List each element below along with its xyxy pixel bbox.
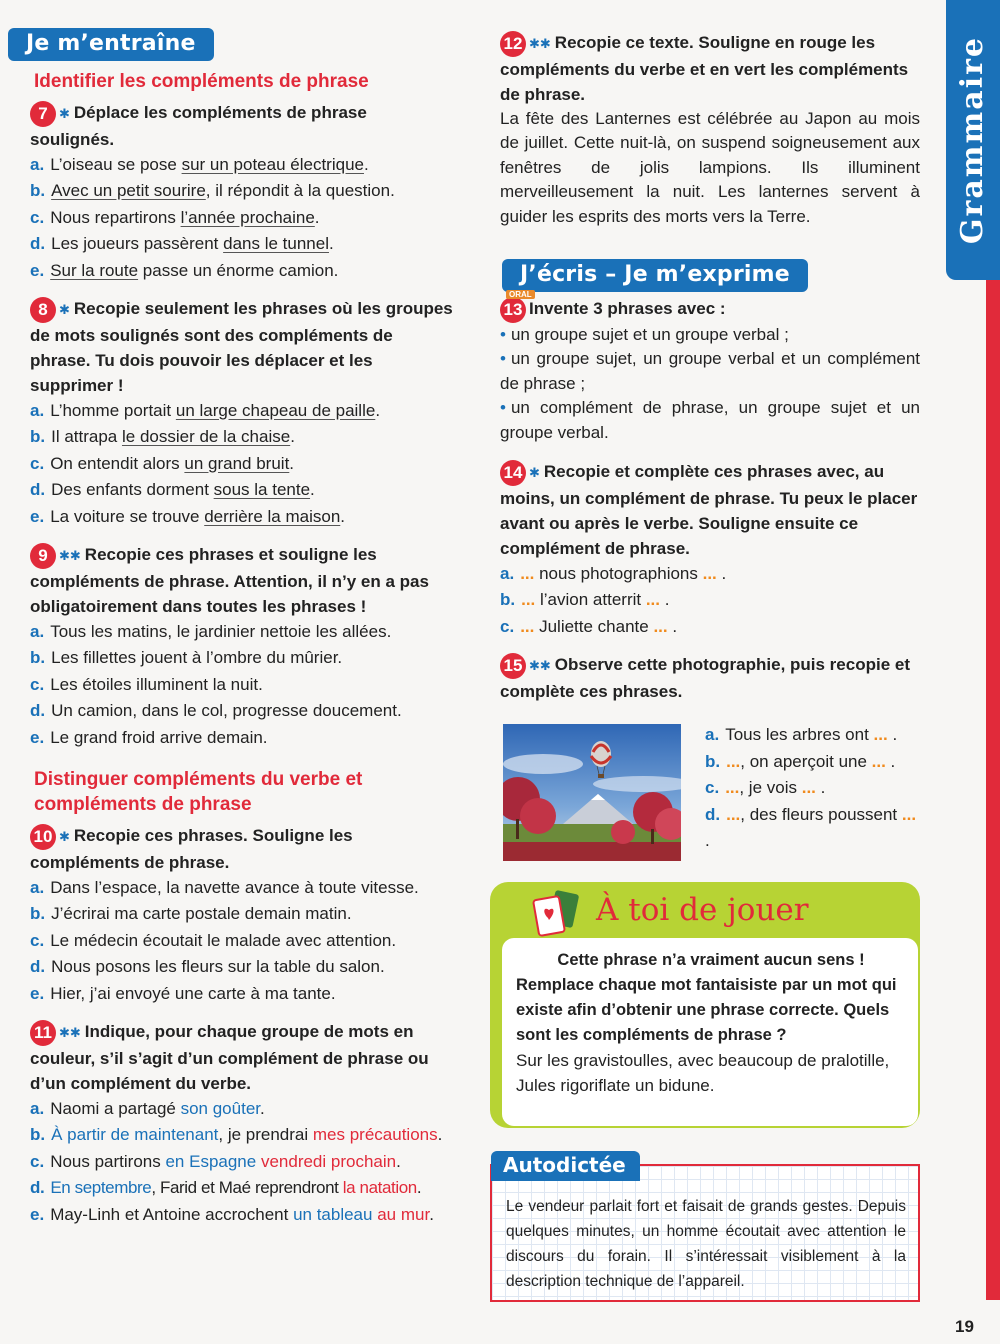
item-text: .	[716, 563, 727, 583]
item-label: d.	[30, 480, 46, 500]
item-label: e.	[30, 727, 45, 747]
blank-dots: ...	[645, 590, 660, 610]
list-item	[30, 258, 455, 285]
autodictee-label: Autodictée	[491, 1151, 640, 1181]
list-item	[705, 749, 920, 776]
exercise-number: 8	[30, 297, 56, 323]
list-item	[30, 901, 455, 928]
section-title-identify: Identifier les compléments de phrase	[34, 71, 369, 92]
blank-dots: ...	[702, 563, 717, 583]
blank-dots: ...	[521, 590, 536, 610]
underlined-group: un large chapeau de paille	[175, 400, 376, 420]
exercise-14	[500, 459, 920, 640]
exercise-15	[500, 652, 920, 704]
item-text: L’oiseau se pose	[50, 154, 182, 174]
page-edge-stripe	[986, 280, 1000, 1300]
list-item	[705, 802, 920, 855]
item-text: .	[887, 725, 898, 744]
exercise-number: 11	[30, 1020, 56, 1046]
list-item: d. En septembre, Farid et Maé reprendront la natation.	[30, 1178, 422, 1198]
landscape-photo	[503, 724, 681, 861]
item-label: d.	[30, 234, 46, 254]
underlined-group: Avec un petit sourire	[51, 181, 206, 201]
item-label: e.	[30, 260, 45, 280]
list-item	[30, 954, 455, 981]
underlined-group: l’année prochaine	[180, 207, 315, 227]
item-text: .	[667, 616, 678, 636]
exercise-11	[30, 1019, 455, 1228]
exercise-number: 9	[30, 543, 56, 569]
list-item: e. May-Linh et Antoine accrochent un tableau au mur.	[30, 1204, 434, 1224]
game-title: À toi de jouer	[596, 892, 809, 928]
item-text: Tous les matins, le jardinier nettoie les allées.	[50, 621, 392, 641]
item-text: Hier, j’ai envoyé une carte à ma tante.	[50, 983, 336, 1003]
underlined-group: derrière la maison	[204, 506, 341, 526]
item-text: , il répondit à la question.	[205, 181, 395, 201]
item-label: d.	[30, 957, 46, 977]
exercise-number: 10	[30, 824, 56, 850]
item-text: .	[885, 751, 896, 771]
item-text: l’avion atterrit	[535, 590, 646, 610]
blank-dots: ...	[726, 751, 741, 771]
exercise-12	[500, 30, 920, 229]
difficulty-stars-icon: ✱✱	[59, 548, 81, 564]
exercise-10	[30, 823, 455, 1007]
underlined-group: Sur la route	[50, 260, 139, 280]
list-item	[30, 672, 455, 699]
item-text: On entendit alors	[50, 453, 185, 473]
game-instruction-1: Cette phrase n’a vraiment aucun sens !	[557, 951, 865, 969]
list-item	[30, 981, 455, 1008]
item-label: b.	[30, 904, 46, 924]
exercise-instruction: Recopie ces phrases. Souligne les compléments de phrase.	[30, 826, 353, 872]
item-text: Nous repartirons	[50, 207, 181, 227]
item-label: a.	[500, 563, 515, 583]
section-title-distinguish: Distinguer compléments du verbe et compléments de phrase	[34, 769, 363, 816]
item-text: .	[290, 427, 295, 447]
list-item	[705, 722, 920, 749]
list-item: b. À partir de maintenant, je prendrai mes précautions.	[30, 1125, 443, 1145]
item-text: .	[289, 453, 295, 473]
exercise-8	[30, 296, 455, 530]
exercise-number: 7	[30, 101, 56, 127]
item-text: .	[328, 234, 334, 254]
game-instruction-2: Remplace chaque mot fantaisiste par un mot qui existe afin d’obtenir une phrase correcte. Quels sont les compléments de phrase ?	[516, 976, 897, 1044]
difficulty-stars-icon: ✱✱	[529, 36, 551, 52]
list-item	[30, 725, 455, 752]
item-label: a.	[30, 877, 45, 897]
item-text: .	[705, 831, 710, 850]
blank-dots: ...	[726, 804, 741, 824]
item-text: , je vois	[739, 778, 802, 797]
blank-dots: ...	[871, 751, 886, 771]
list-item	[30, 928, 455, 955]
item-label: b.	[30, 648, 46, 668]
list-item	[30, 152, 455, 179]
blank-dots: ...	[520, 616, 535, 636]
underlined-group: dans le tunnel	[223, 234, 329, 254]
difficulty-stars-icon: ✱	[529, 465, 540, 481]
item-text: Il attrapa	[51, 427, 122, 447]
blank-dots: ...	[653, 616, 668, 636]
difficulty-stars-icon: ✱	[59, 829, 70, 845]
section-banner-writing: J’écris – Je m’exprime	[502, 259, 808, 292]
item-text: , on aperçoit une	[740, 751, 872, 771]
list-item	[30, 504, 455, 531]
exercise-15-items	[705, 722, 920, 855]
item-label: a.	[30, 154, 45, 174]
item-label: a.	[30, 400, 45, 420]
item-text: Les fillettes jouent à l’ombre du mûrier.	[51, 648, 343, 668]
underlined-group: un grand bruit	[184, 453, 290, 473]
list-item: a. Naomi a partagé son goûter.	[30, 1098, 265, 1118]
item-label: c.	[30, 453, 45, 473]
item-label: b.	[30, 427, 46, 447]
item-text: Des enfants dorment	[51, 480, 214, 500]
list-item	[30, 398, 455, 425]
blank-dots: ...	[725, 778, 740, 797]
item-label: d.	[705, 804, 721, 824]
item-label: e.	[30, 506, 45, 526]
item-label: c.	[30, 674, 45, 694]
chapter-tab-label: Grammaire	[954, 35, 990, 245]
item-label: d.	[30, 701, 46, 721]
underlined-group: le dossier de la chaise	[121, 427, 291, 447]
exercise-instruction: Indique, pour chaque groupe de mots en couleur, s’il s’agit d’un complément de phrase ou d’un complément du verbe.	[30, 1022, 429, 1093]
item-text: .	[310, 480, 315, 500]
left-column	[26, 28, 455, 1240]
exercise-number: 14	[500, 460, 526, 486]
item-label: c.	[30, 207, 45, 227]
list-item: • un groupe sujet, un groupe verbal et un complément de phrase ;	[500, 347, 920, 396]
item-text: Le médecin écoutait le malade avec attention.	[50, 930, 397, 950]
exercise-instruction: Déplace les compléments de phrase soulignés.	[30, 103, 367, 149]
item-text: Les joueurs passèrent	[51, 234, 224, 254]
item-text: .	[340, 506, 346, 526]
list-item	[30, 645, 455, 672]
item-text: Dans l’espace, la navette avance à toute vitesse.	[50, 877, 419, 897]
difficulty-stars-icon: ✱	[59, 106, 70, 122]
list-item	[500, 614, 920, 641]
exercise-number: 15	[500, 653, 526, 679]
exercise-instruction: Recopie ce texte. Souligne en rouge les compléments du verbe et en vert les compléments de phrase.	[500, 33, 909, 104]
blank-dots: ...	[873, 725, 888, 744]
game-sentence: Sur les gravistoulles, avec beaucoup de pralotille, Jules rigoriflate un bidune.	[516, 1051, 890, 1095]
oral-badge: ORAL	[506, 290, 535, 299]
item-label: a.	[30, 621, 45, 641]
list-item	[30, 231, 455, 258]
list-item	[705, 775, 920, 802]
item-text: Le grand froid arrive demain.	[50, 727, 268, 747]
exercise-number: 13	[500, 297, 526, 323]
list-item: • un complément de phrase, un groupe sujet et un groupe verbal.	[500, 396, 920, 445]
exercise-text: La fête des Lanternes est célébrée au Japon au mois de juillet. Cette nuit-là, on suspend soigneusement aux fenêtres de jolis lampions. Ils illuminent merveilleusement la nuit. Les lanternes servent à guider les esprits des morts vers la Terre.	[500, 108, 920, 226]
item-text: .	[815, 778, 826, 797]
list-item: • un groupe sujet et un groupe verbal ;	[500, 323, 920, 348]
item-text: .	[660, 590, 670, 610]
exercise-instruction: Recopie ces phrases et souligne les compléments de phrase. Attention, il n’y en a pas obligatoirement dans toutes les phrases !	[30, 545, 429, 616]
item-label: c.	[705, 778, 720, 797]
list-item	[30, 424, 455, 451]
item-text: Nous posons les fleurs sur la table du salon.	[51, 957, 385, 977]
blank-dots: ...	[520, 563, 535, 583]
item-text: J’écrirai ma carte postale demain matin.	[51, 904, 352, 924]
blank-dots: ...	[801, 778, 816, 797]
list-item	[30, 451, 455, 478]
item-text: Un camion, dans le col, progresse doucement.	[51, 701, 402, 721]
list-item	[500, 587, 920, 614]
difficulty-stars-icon: ✱✱	[529, 658, 551, 674]
list-item	[30, 477, 455, 504]
exercise-13	[500, 290, 920, 445]
exercise-instruction: Invente 3 phrases avec :	[529, 299, 726, 319]
item-label: c.	[500, 616, 515, 636]
item-text: Les étoiles illuminent la nuit.	[50, 674, 263, 694]
item-label: a.	[705, 725, 720, 744]
item-label: b.	[500, 590, 516, 610]
list-item: c. Nous partirons en Espagne vendredi prochain.	[30, 1151, 401, 1171]
item-label: b.	[30, 181, 46, 201]
exercise-instruction: Observe cette photographie, puis recopie et complète ces phrases.	[500, 655, 910, 701]
item-text: nous photographions	[534, 563, 703, 583]
right-column	[500, 30, 920, 716]
item-text: Juliette chante	[534, 616, 654, 636]
item-label: b.	[705, 751, 721, 771]
difficulty-stars-icon: ✱	[59, 302, 70, 318]
exercise-number: 12	[500, 31, 526, 57]
item-text: .	[314, 207, 320, 227]
underlined-group: sur un poteau électrique	[181, 154, 364, 174]
item-label: e.	[30, 983, 45, 1003]
list-item	[30, 205, 455, 232]
list-item	[500, 561, 920, 588]
difficulty-stars-icon: ✱✱	[59, 1025, 81, 1041]
list-item	[30, 619, 455, 646]
item-text: , des fleurs poussent	[740, 804, 902, 824]
list-item	[30, 698, 455, 725]
exercise-instruction: Recopie seulement les phrases où les groupes de mots soulignés sont des compléments de phrase. Tu dois pouvoir les déplacer et les supprimer !	[30, 299, 453, 395]
item-label: c.	[30, 930, 45, 950]
item-text: passe un énorme camion.	[138, 260, 339, 280]
exercise-instruction: Recopie et complète ces phrases avec, au moins, un complément de phrase. Tu peux le placer avant ou après le verbe. Souligne ensuite ce complément de phrase.	[500, 462, 918, 558]
exercise-9	[30, 542, 455, 751]
game-content	[502, 938, 918, 1126]
underlined-group: sous la tente	[213, 480, 311, 500]
item-text: L’homme portait	[50, 400, 176, 420]
section-banner-practice: Je m’entraîne	[8, 28, 214, 61]
item-text: .	[363, 154, 369, 174]
list-item	[30, 875, 455, 902]
game-box	[490, 882, 920, 1128]
page-number: 19	[955, 1317, 974, 1336]
list-item	[30, 178, 455, 205]
autodictee-box: Le vendeur parlait fort et faisait de grands gestes. Depuis quelques minutes, un homme écoutait avec attention le discours du forain. Il s’intéressait visiblement à la description technique de l’appareil.	[490, 1164, 920, 1302]
blank-dots: ...	[901, 804, 917, 824]
item-text: La voiture se trouve	[50, 506, 205, 526]
exercise-7	[30, 100, 455, 284]
item-text: Tous les arbres ont	[725, 725, 874, 744]
item-text: .	[375, 400, 381, 420]
